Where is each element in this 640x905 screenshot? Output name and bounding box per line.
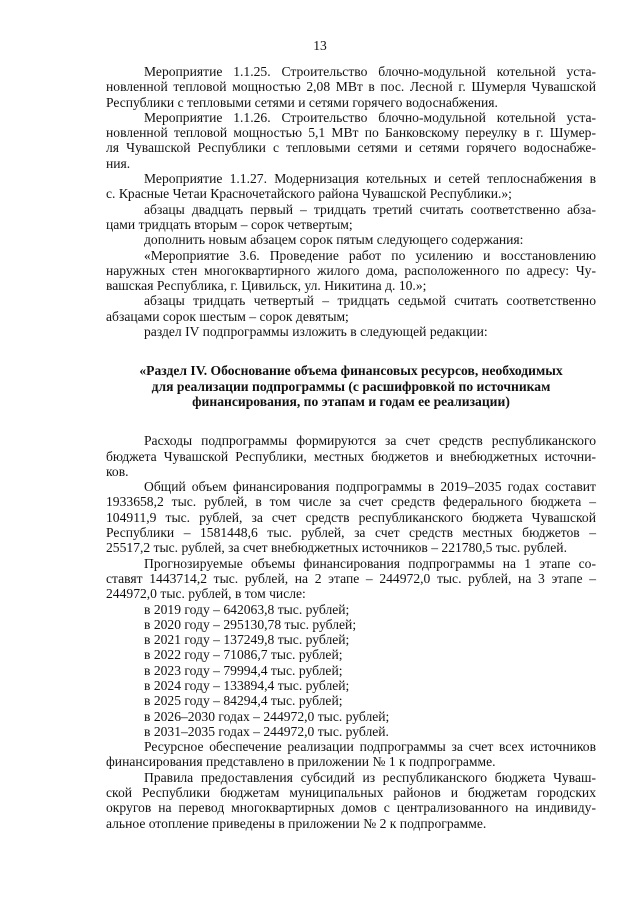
list-item: в 2022 году – 71086,7 тыс. рублей; [144,647,343,663]
text-line: 104911,9 тыс. рублей, за счет средств республиканского бюджета Чувашской [106,509,596,525]
list-item: в 2019 году – 642063,8 тыс. рублей; [144,601,350,617]
text-line: Республики с тепловыми сетями и сетями горячего водоснабжения. [106,94,498,110]
text-line: Расходы подпрограммы формируются за счет средств республиканского [144,433,596,449]
text-line: ставят 1443714,2 тыс. рублей, на 2 этапе – 244972,0 тыс. рублей, на 3 этапе – [106,570,596,586]
page-body [106,64,596,831]
text-line: ния. [106,155,131,171]
list-item: в 2024 году – 133894,4 тыс. рублей; [144,677,350,693]
text-line: Мероприятие 1.1.27. Модернизация котельных и сетей теплоснабжения в [144,171,596,187]
text-line: цами тридцать вторым – сорок четвертым; [106,216,353,232]
heading-line: «Раздел IV. Обоснование объема финансовых ресурсов, необходимых [139,363,563,379]
text-line: Прогнозируемые объемы финансирования подпрограммы на 1 этапе со- [144,555,596,571]
text-line: ля Чувашской Республики с тепловыми сетями и сетями горячего водоснабже- [106,140,596,156]
page-number: 13 [313,38,327,53]
text-line: Мероприятие 1.1.26. Строительство блочно-модульной котельной уста- [144,109,596,125]
list-item: в 2026–2030 годах – 244972,0 тыс. рублей; [144,708,390,724]
text-line: Мероприятие 1.1.25. Строительство блочно-модульной котельной уста- [144,64,596,79]
text-line: абзацами сорок шестым – сорок девятым; [106,308,349,324]
closing-paragraphs [106,739,596,831]
text-line: Республики – 1581448,6 тыс. рублей, за счет средств местных бюджетов – [106,525,596,541]
text-line: Правила предоставления субсидий из республиканского бюджета Чуваш- [144,769,596,785]
text-line: новленной тепловой мощностью 5,1 МВт по Банковскому переулку в г. Шумер- [106,125,596,141]
text-line: вашская Республика, г. Цивильск, ул. Никитина д. 10.»; [106,278,427,294]
text-line: новленной тепловой мощностью 2,08 МВт в пос. Лесной г. Шумерля Чувашской [106,79,596,95]
text-line: альное отопление приведены в приложении № 2 к подпрограмме. [106,815,487,831]
spacer [106,339,596,363]
list-item: в 2025 году – 84294,4 тыс. рублей; [144,693,343,709]
list-item: в 2031–2035 годах – 244972,0 тыс. рублей. [144,723,389,739]
financing-paragraphs [106,433,596,601]
text-line: 25517,2 тыс. рублей, за счет внебюджетных источников – 221780,5 тыс. рублей. [106,540,567,556]
text-line: Общий объем финансирования подпрограммы в 2019–2035 годах составит [144,479,596,495]
text-line: «Мероприятие 3.6. Проведение работ по усилению и восстановлению [144,247,596,263]
text-line: дополнить новым абзацем сорок пятым следующего содержания: [144,232,524,248]
text-line: 244972,0 тыс. рублей, в том числе: [106,586,306,602]
text-line: абзацы двадцать первый – тридцать третий считать соответственно абза- [144,201,596,217]
text-line: бюджета Чувашской Республики, местных бюджетов и внебюджетных источни- [106,448,596,464]
text-line: абзацы тридцать четвертый – тридцать седьмой считать соответственно [144,293,596,309]
financing-by-year-list [106,602,596,740]
text-line: финансирования представлено в приложении № 1 к подпрограмме. [106,754,496,770]
text-line: с. Красные Четаи Красночетайского района Чувашской Республики.»; [106,186,512,202]
text-line: ков. [106,463,129,479]
text-line: округов на перевод многоквартирных домов с централизованного на индивиду- [106,800,596,816]
text-line: Ресурсное обеспечение реализации подпрограммы за счет всех источников [144,739,596,755]
list-item: в 2020 году – 295130,78 тыс. рублей; [144,616,357,632]
text-line: наружных стен многоквартирного жилого дома, расположенного по адресу: Чу- [106,262,596,278]
spacer [106,409,596,433]
heading-line: для реализации подпрограммы (с расшифровкой по источникам [151,378,551,394]
heading-line: финансирования, по этапам и годам ее реализации) [192,393,510,409]
text-line: ской Республики бюджетам муниципальных районов и бюджетам городских [106,785,596,801]
amendments-section [106,64,596,339]
section-heading [106,363,596,409]
list-item: в 2023 году – 79994,4 тыс. рублей; [144,662,343,678]
text-line: раздел IV подпрограммы изложить в следующей редакции: [144,324,488,340]
text-line: 1933658,2 тыс. рублей, в том числе за счет средств федерального бюджета – [106,494,596,510]
list-item: в 2021 году – 137249,8 тыс. рублей; [144,632,350,648]
